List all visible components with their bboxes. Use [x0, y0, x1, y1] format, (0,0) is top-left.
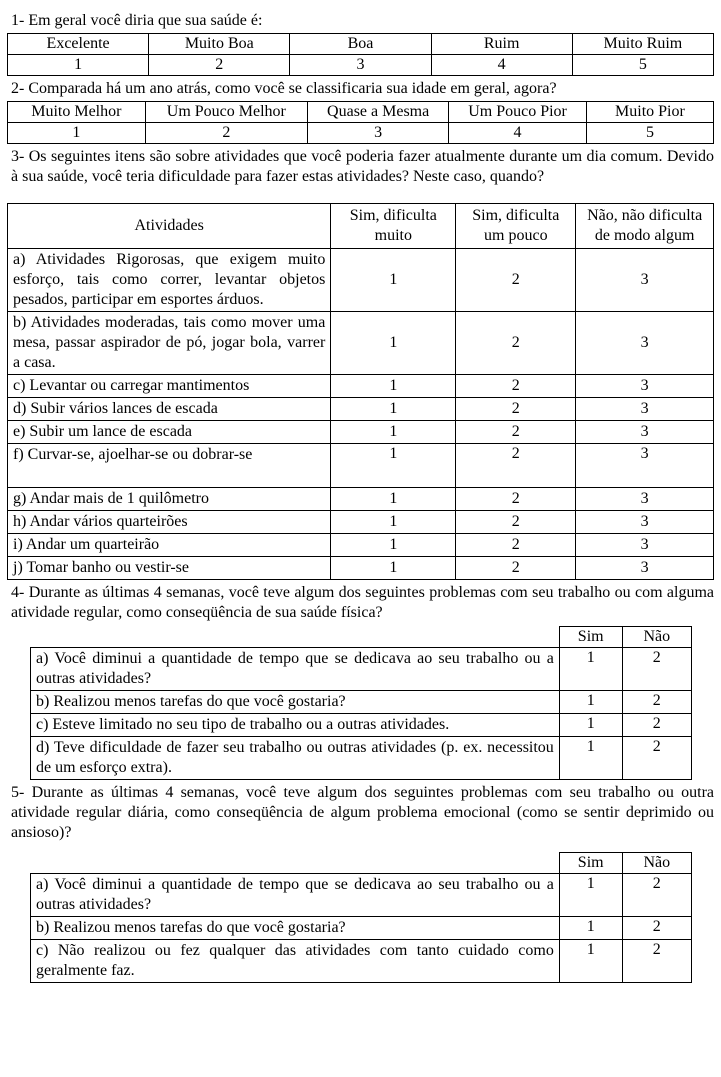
table-row	[8, 102, 714, 123]
answer-value-cell: 2	[456, 421, 576, 444]
table-header-row	[31, 627, 692, 648]
question-2-text: 2- Comparada há um ano atrás, como você se classificaria sua idade em geral, agora?	[11, 80, 557, 97]
table-row	[8, 312, 714, 375]
answer-value-cell: 1	[331, 511, 456, 534]
table-row	[8, 375, 714, 398]
answer-value-cell: 2	[622, 737, 691, 780]
answer-value-cell: 1	[331, 249, 456, 312]
activity-label-cell: b) Atividades moderadas, tais como mover uma mesa, passar aspirador de pó, jogar bola, varrer a casa.	[8, 312, 331, 375]
column-header-cell: Sim	[559, 627, 622, 648]
answer-value-cell: 1	[559, 691, 622, 714]
answer-value-cell: 2	[622, 648, 691, 691]
answer-value-cell: 2	[456, 398, 576, 421]
table-row	[8, 123, 714, 144]
column-header-cell: Não, não dificulta de modo algum	[576, 204, 714, 249]
option-label-cell: Excelente	[8, 34, 149, 55]
table-row	[8, 421, 714, 444]
column-header-cell: Não	[622, 853, 691, 874]
answer-value-cell: 1	[559, 917, 622, 940]
answer-value-cell: 2	[622, 917, 691, 940]
option-value-cell: 2	[149, 55, 290, 76]
activity-label-cell: g) Andar mais de 1 quilômetro	[8, 488, 331, 511]
table-row	[8, 398, 714, 421]
q4-problems-table	[30, 626, 692, 780]
answer-value-cell: 2	[456, 312, 576, 375]
empty-header-cell	[31, 853, 560, 874]
answer-value-cell: 2	[456, 488, 576, 511]
column-header-cell: Atividades	[8, 204, 331, 249]
column-header-cell: Sim, dificulta um pouco	[456, 204, 576, 249]
answer-value-cell: 1	[559, 648, 622, 691]
activity-label-cell: c) Levantar ou carregar mantimentos	[8, 375, 331, 398]
q1-options-table	[7, 33, 714, 76]
table-row	[8, 557, 714, 580]
option-label-cell: Muito Melhor	[8, 102, 146, 123]
activity-label-cell: d) Subir vários lances de escada	[8, 398, 331, 421]
answer-value-cell: 3	[576, 398, 714, 421]
answer-value-cell: 1	[331, 534, 456, 557]
option-value-cell: 1	[8, 123, 146, 144]
option-value-cell: 4	[449, 123, 587, 144]
problem-label-cell: a) Você diminui a quantidade de tempo que se dedicava ao seu trabalho ou a outras atividades?	[31, 874, 560, 917]
table-row	[31, 648, 692, 691]
option-label-cell: Um Pouco Pior	[449, 102, 587, 123]
option-label-cell: Muito Boa	[149, 34, 290, 55]
answer-value-cell: 2	[456, 534, 576, 557]
option-label-cell: Muito Pior	[586, 102, 713, 123]
answer-value-cell: 3	[576, 488, 714, 511]
answer-value-cell: 1	[559, 940, 622, 983]
table-row	[8, 511, 714, 534]
option-value-cell: 3	[290, 55, 431, 76]
activity-label-cell: j) Tomar banho ou vestir-se	[8, 557, 331, 580]
table-row	[8, 34, 714, 55]
column-header-cell: Sim, dificulta muito	[331, 204, 456, 249]
table-row	[8, 488, 714, 511]
answer-value-cell: 1	[331, 421, 456, 444]
answer-value-cell: 2	[456, 557, 576, 580]
problem-label-cell: a) Você diminui a quantidade de tempo que se dedicava ao seu trabalho ou a outras atividades?	[31, 648, 560, 691]
option-value-cell: 5	[572, 55, 713, 76]
activity-label-cell: h) Andar vários quarteirões	[8, 511, 331, 534]
activity-label-cell: f) Curvar-se, ajoelhar-se ou dobrar-se	[8, 444, 331, 488]
answer-value-cell: 2	[622, 874, 691, 917]
answer-value-cell: 3	[576, 534, 714, 557]
option-label-cell: Um Pouco Melhor	[145, 102, 307, 123]
activity-label-cell: a) Atividades Rigorosas, que exigem muito esforço, tais como correr, levantar objetos pesados, participar em esportes árduos.	[8, 249, 331, 312]
activity-label-cell: e) Subir um lance de escada	[8, 421, 331, 444]
answer-value-cell: 2	[456, 444, 576, 488]
answer-value-cell: 1	[331, 398, 456, 421]
answer-value-cell: 2	[456, 375, 576, 398]
table-row	[31, 714, 692, 737]
answer-value-cell: 3	[576, 444, 714, 488]
option-label-cell: Quase a Mesma	[308, 102, 449, 123]
answer-value-cell: 1	[331, 488, 456, 511]
table-row	[8, 534, 714, 557]
table-header-row	[8, 204, 714, 249]
question-3-text: 3- Os seguintes itens são sobre atividades que você poderia fazer atualmente durante um dia comum. Devido à sua saúde, você teria dificuldade para fazer estas atividades? Neste caso, quando?	[11, 148, 714, 185]
column-header-cell: Não	[622, 627, 691, 648]
table-row	[31, 737, 692, 780]
problem-label-cell: c) Esteve limitado no seu tipo de trabalho ou a outras atividades.	[31, 714, 560, 737]
answer-value-cell: 1	[559, 874, 622, 917]
problem-label-cell: b) Realizou menos tarefas do que você gostaria?	[31, 917, 560, 940]
option-label-cell: Boa	[290, 34, 431, 55]
answer-value-cell: 1	[331, 557, 456, 580]
answer-value-cell: 3	[576, 421, 714, 444]
answer-value-cell: 2	[622, 691, 691, 714]
activity-label-cell: i) Andar um quarteirão	[8, 534, 331, 557]
option-value-cell: 3	[308, 123, 449, 144]
option-label-cell: Ruim	[431, 34, 572, 55]
option-value-cell: 4	[431, 55, 572, 76]
table-row	[8, 55, 714, 76]
question-1-text: 1- Em geral você diria que sua saúde é:	[11, 12, 263, 29]
answer-value-cell: 2	[456, 511, 576, 534]
option-value-cell: 1	[8, 55, 149, 76]
answer-value-cell: 1	[559, 737, 622, 780]
question-5-text: 5- Durante as últimas 4 semanas, você teve algum dos seguintes problemas com seu trabalho ou outra atividade regular diária, como conseqüência de algum problema emocional (como se sentir deprimido ou ansioso)?	[11, 784, 714, 841]
answer-value-cell: 3	[576, 511, 714, 534]
table-row	[8, 249, 714, 312]
table-row	[8, 444, 714, 488]
option-value-cell: 5	[586, 123, 713, 144]
column-header-cell: Sim	[559, 853, 622, 874]
problem-label-cell: c) Não realizou ou fez qualquer das atividades com tanto cuidado como geralmente faz.	[31, 940, 560, 983]
answer-value-cell: 1	[559, 714, 622, 737]
option-label-cell: Muito Ruim	[572, 34, 713, 55]
table-row	[31, 874, 692, 917]
problem-label-cell: d) Teve dificuldade de fazer seu trabalho ou outras atividades (p. ex. necessitou de um esforço extra).	[31, 737, 560, 780]
table-header-row	[31, 853, 692, 874]
answer-value-cell: 1	[331, 375, 456, 398]
option-value-cell: 2	[145, 123, 307, 144]
answer-value-cell: 3	[576, 557, 714, 580]
table-row	[31, 691, 692, 714]
answer-value-cell: 3	[576, 312, 714, 375]
answer-value-cell: 3	[576, 375, 714, 398]
q5-problems-table	[30, 852, 692, 983]
empty-header-cell	[31, 627, 560, 648]
q2-options-table	[7, 101, 714, 144]
answer-value-cell: 3	[576, 249, 714, 312]
table-row	[31, 940, 692, 983]
answer-value-cell: 1	[331, 312, 456, 375]
answer-value-cell: 2	[456, 249, 576, 312]
question-4-text: 4- Durante as últimas 4 semanas, você teve algum dos seguintes problemas com seu trabalho ou com alguma atividade regular, como conseqüência de sua saúde física?	[11, 584, 714, 621]
answer-value-cell: 2	[622, 940, 691, 983]
table-row	[31, 917, 692, 940]
answer-value-cell: 2	[622, 714, 691, 737]
q3-activities-table	[7, 203, 714, 580]
problem-label-cell: b) Realizou menos tarefas do que você gostaria?	[31, 691, 560, 714]
answer-value-cell: 1	[331, 444, 456, 488]
